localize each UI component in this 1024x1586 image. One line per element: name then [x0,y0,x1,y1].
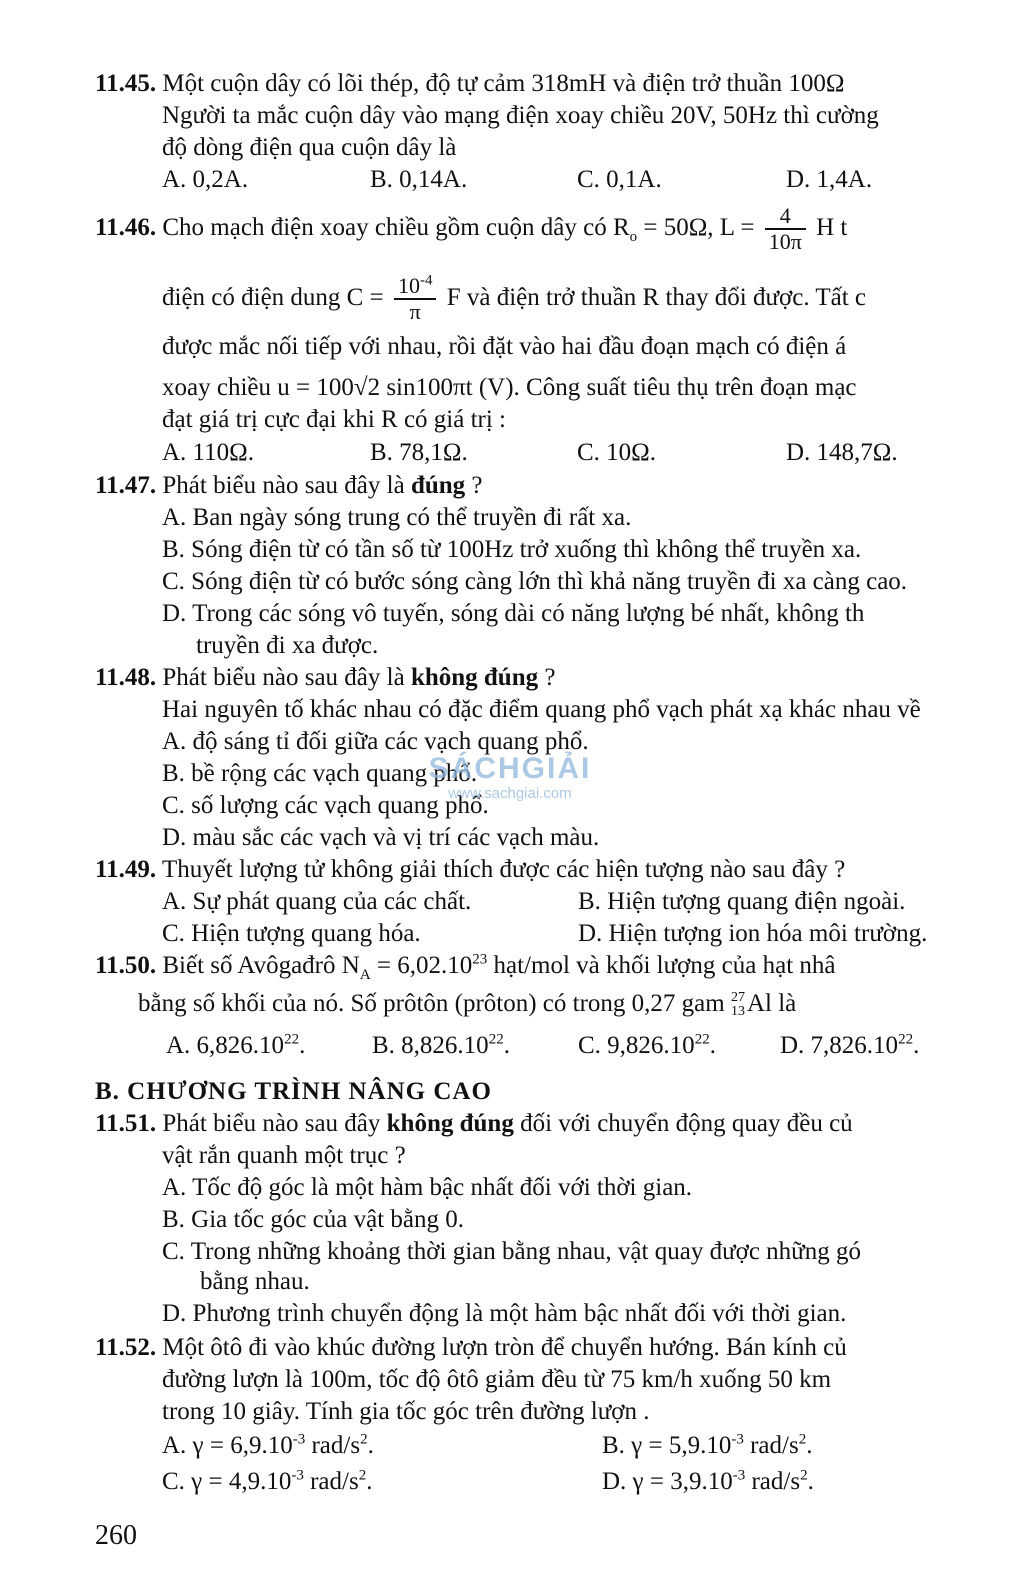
q50-option-d-end: . [913,1032,920,1059]
q52-option-a-end: . [367,1432,374,1459]
q46-stem-1b: = 50Ω, L = [637,214,761,241]
q51-line1 [95,1108,853,1140]
q48-option-c: C. số lượng các vạch quang phổ. [162,792,489,819]
q47-line1 [95,470,483,502]
q50-option-a-end: . [299,1032,306,1059]
watermark-logo [395,752,625,802]
q48-option-d: D. màu sắc các vạch và vị trí các vạch màu. [162,824,600,851]
q52-option-d-end: . [807,1468,814,1495]
q52-option-d-unit: rad/s [745,1468,801,1495]
q46-option-d: D. 148,7Ω. [786,439,898,466]
q48-stem-a: Phát biểu nào sau đây là [162,664,411,691]
q46-stem-1c: H t [809,214,848,241]
q46-fraction-c [394,274,437,324]
q50-stem-2b: Al là [746,990,797,1017]
q49-number: 11.49. [95,856,157,883]
q52-option-b-end: . [806,1432,813,1459]
q46-sqrt: √2 [353,374,381,401]
q45-option-d: D. 1,4A. [786,166,873,193]
q52-line1 [95,1332,847,1364]
q47-stem-b: ? [465,472,483,499]
q49-line1 [95,854,845,886]
q46-line4 [162,372,857,404]
q46-stem-2a: điện có điện dung C = [162,284,390,311]
q46-fraction-c-exp: -4 [419,272,433,289]
q46-stem-5: đạt giá trị cực đại khi R có giá trị : [162,406,507,433]
q50-option-a-exp: 22 [284,1031,300,1048]
q45-option-b: B. 0,14A. [370,166,468,193]
q52-option-b-sq: 2 [798,1431,807,1448]
q50-na-exponent: 23 [472,951,488,968]
q45-stem-2: Người ta mắc cuộn dây vào mạng điện xoay chiều 20V, 50Hz thì cường [162,102,879,129]
q45-number: 11.45. [95,70,157,97]
q51-stem-a: Phát biểu nào sau đây [162,1110,387,1137]
q51-option-a: A. Tốc độ góc là một hàm bậc nhất đối với thời gian. [162,1174,693,1201]
q51-stem-b: đối với chuyển động quay đều củ [513,1110,853,1137]
q50-line2 [138,988,796,1020]
q50-stem-1c: hạt/mol và khối lượng của hạt nhâ [487,952,836,979]
q49-stem: Thuyết lượng tử không giải thích được các hiện tượng nào sau đây ? [161,856,846,883]
q47-option-c: C. Sóng điện từ có bước sóng càng lớn thì khả năng truyền đi xa càng cao. [162,568,908,595]
q52-option-d-pre: D. γ = 3,9.10 [602,1468,733,1495]
q48-stem-bold: không đúng [410,664,539,691]
q46-number: 11.46. [95,214,157,241]
q52-option-d-sq: 2 [800,1467,808,1484]
q50-option-c-exp: 22 [694,1031,710,1048]
q50-number: 11.50. [95,952,157,979]
q48-number: 11.48. [95,664,157,691]
q52-option-c-pre: C. γ = 4,9.10 [162,1468,292,1495]
q46-line2 [162,270,866,326]
q48-stem-2: Hai nguyên tố khác nhau có đặc điểm quang phổ vạch phát xạ khác nhau về [162,696,921,723]
q48-line1 [95,662,555,694]
q52-option-c [162,1466,372,1498]
q50-option-a [166,1030,305,1062]
q47-stem-a: Phát biểu nào sau đây là [162,472,411,499]
q50-line1 [95,950,835,982]
q45-option-a: A. 0,2A. [162,166,249,193]
q48-stem-b: ? [538,664,556,691]
q46-fraction-c-num [394,274,437,300]
q47-option-d2: truyền đi xa được. [196,632,379,659]
q50-option-a-base: A. 6,826.10 [166,1032,285,1059]
q46-fraction-c-den: π [409,299,421,325]
q50-option-c-end: . [709,1032,716,1059]
q52-option-d [602,1466,814,1498]
q50-option-b-exp: 22 [488,1031,504,1048]
q50-option-b [372,1030,510,1062]
q50-option-c-base: C. 9,826.10 [578,1032,695,1059]
watermark-title: SÁCHGIẢI [428,752,592,785]
q47-option-d1: D. Trong các sóng vô tuyến, sóng dài có năng lượng bé nhất, không th [162,600,865,627]
q52-option-c-end: . [366,1468,373,1495]
q50-option-d-exp: 22 [898,1031,914,1048]
q50-stem-1b: = 6,02.10 [370,952,473,979]
q50-mass-number: 27 [730,990,745,1006]
q51-stem-2: vật rắn quanh một trục ? [162,1142,406,1169]
q50-na-subscript: A [359,967,371,983]
q48-option-a: A. độ sáng tỉ đối giữa các vạch quang phổ. [162,728,589,755]
q52-option-c-unit: rad/s [303,1468,359,1495]
q46-r-subscript: o [629,229,638,245]
q45-stem-3: độ dòng điện qua cuộn dây là [162,134,457,161]
q49-option-d: D. Hiện tượng ion hóa môi trường. [578,920,928,947]
q46-stem-4a: xoay chiều u = 100 [162,374,354,401]
q49-option-c: C. Hiện tượng quang hóa. [162,920,421,947]
q52-option-a-unit: rad/s [305,1432,361,1459]
q52-option-b-unit: rad/s [743,1432,799,1459]
q52-option-b [602,1430,812,1462]
q52-option-a-sq: 2 [360,1431,368,1448]
q46-fraction-c-base: 10 [397,273,420,299]
q47-option-b: B. Sóng điện từ có tần số từ 100Hz trở xuống thì không thể truyền xa. [162,536,862,563]
q52-option-c-sq: 2 [358,1467,367,1484]
q50-nuclide [731,991,745,1019]
q46-stem-2b: F và điện trở thuần R thay đổi được. Tất c [440,284,867,311]
q46-line1 [95,200,847,256]
q50-option-b-end: . [503,1032,510,1059]
q52-option-d-exp: -3 [732,1467,746,1484]
q51-option-c2: bằng nhau. [200,1268,310,1295]
q50-option-c [578,1030,716,1062]
q46-stem-4b: sin100πt (V). Công suất tiêu thụ trên đoạn mạc [380,374,857,401]
q46-fraction-l [765,204,806,254]
q51-option-c1: C. Trong những khoảng thời gian bằng nhau, vật quay được những gó [162,1238,861,1265]
q51-number: 11.51. [95,1110,157,1137]
page-number: 260 [95,1520,137,1551]
q49-option-b: B. Hiện tượng quang điện ngoài. [578,888,906,915]
q47-option-a: A. Ban ngày sóng trung có thể truyền đi rất xa. [162,504,632,531]
q52-stem-1: Một ôtô đi vào khúc đường lượn tròn để chuyển hướng. Bán kính củ [162,1334,847,1361]
q51-stem-bold: không đúng [386,1110,514,1137]
q46-fraction-l-den: 10π [768,229,802,255]
q52-option-a-exp: -3 [292,1431,306,1448]
q50-stem-2a: bằng số khối của nó. Số prôtôn (prôton) có trong 0,27 gam [138,990,731,1017]
q50-stem-1a: Biết số Avôgađrô N [162,952,360,979]
q46-stem-1a: Cho mạch điện xoay chiều gồm cuộn dây có R [162,214,630,241]
q50-option-d-base: D. 7,826.10 [780,1032,899,1059]
q52-option-a [162,1430,374,1462]
q50-option-b-base: B. 8,826.10 [372,1032,489,1059]
q52-option-c-exp: -3 [291,1467,304,1484]
q52-option-b-exp: -3 [731,1431,744,1448]
q52-stem-3: trong 10 giây. Tính gia tốc góc trên đường lượn . [162,1398,650,1425]
q50-atomic-number: 13 [730,1004,745,1020]
q51-option-d: D. Phương trình chuyển động là một hàm bậc nhất đối với thời gian. [162,1300,847,1327]
q52-stem-2: đường lượn là 100m, tốc độ ôtô giảm đều từ 75 km/h xuống 50 km [162,1366,832,1393]
q52-option-b-pre: B. γ = 5,9.10 [602,1432,732,1459]
q51-option-b: B. Gia tốc góc của vật bằng 0. [162,1206,464,1233]
q52-option-a-pre: A. γ = 6,9.10 [162,1432,293,1459]
q50-option-d [780,1030,919,1062]
q47-number: 11.47. [95,472,157,499]
q45-option-c: C. 0,1A. [577,166,662,193]
q49-option-a: A. Sự phát quang của các chất. [162,888,472,915]
q45-line1 [95,68,844,100]
q46-stem-3: được mắc nối tiếp với nhau, rồi đặt vào hai đầu đoạn mạch có điện á [162,333,847,360]
q46-fraction-l-num: 4 [765,204,806,230]
section-heading: B. CHƯƠNG TRÌNH NÂNG CAO [95,1078,492,1105]
q45-stem-1: Một cuộn dây có lõi thép, độ tự cảm 318mH và điện trở thuần 100Ω [162,70,845,97]
q52-number: 11.52. [95,1334,157,1361]
q46-option-a: A. 110Ω. [162,439,254,466]
q47-stem-bold: đúng [410,472,466,499]
watermark-url: www.sachgiai.com [448,785,572,802]
q46-option-b: B. 78,1Ω. [370,439,468,466]
q48-option-b: B. bề rộng các vạch quang phổ. [162,760,478,787]
q46-option-c: C. 10Ω. [577,439,657,466]
